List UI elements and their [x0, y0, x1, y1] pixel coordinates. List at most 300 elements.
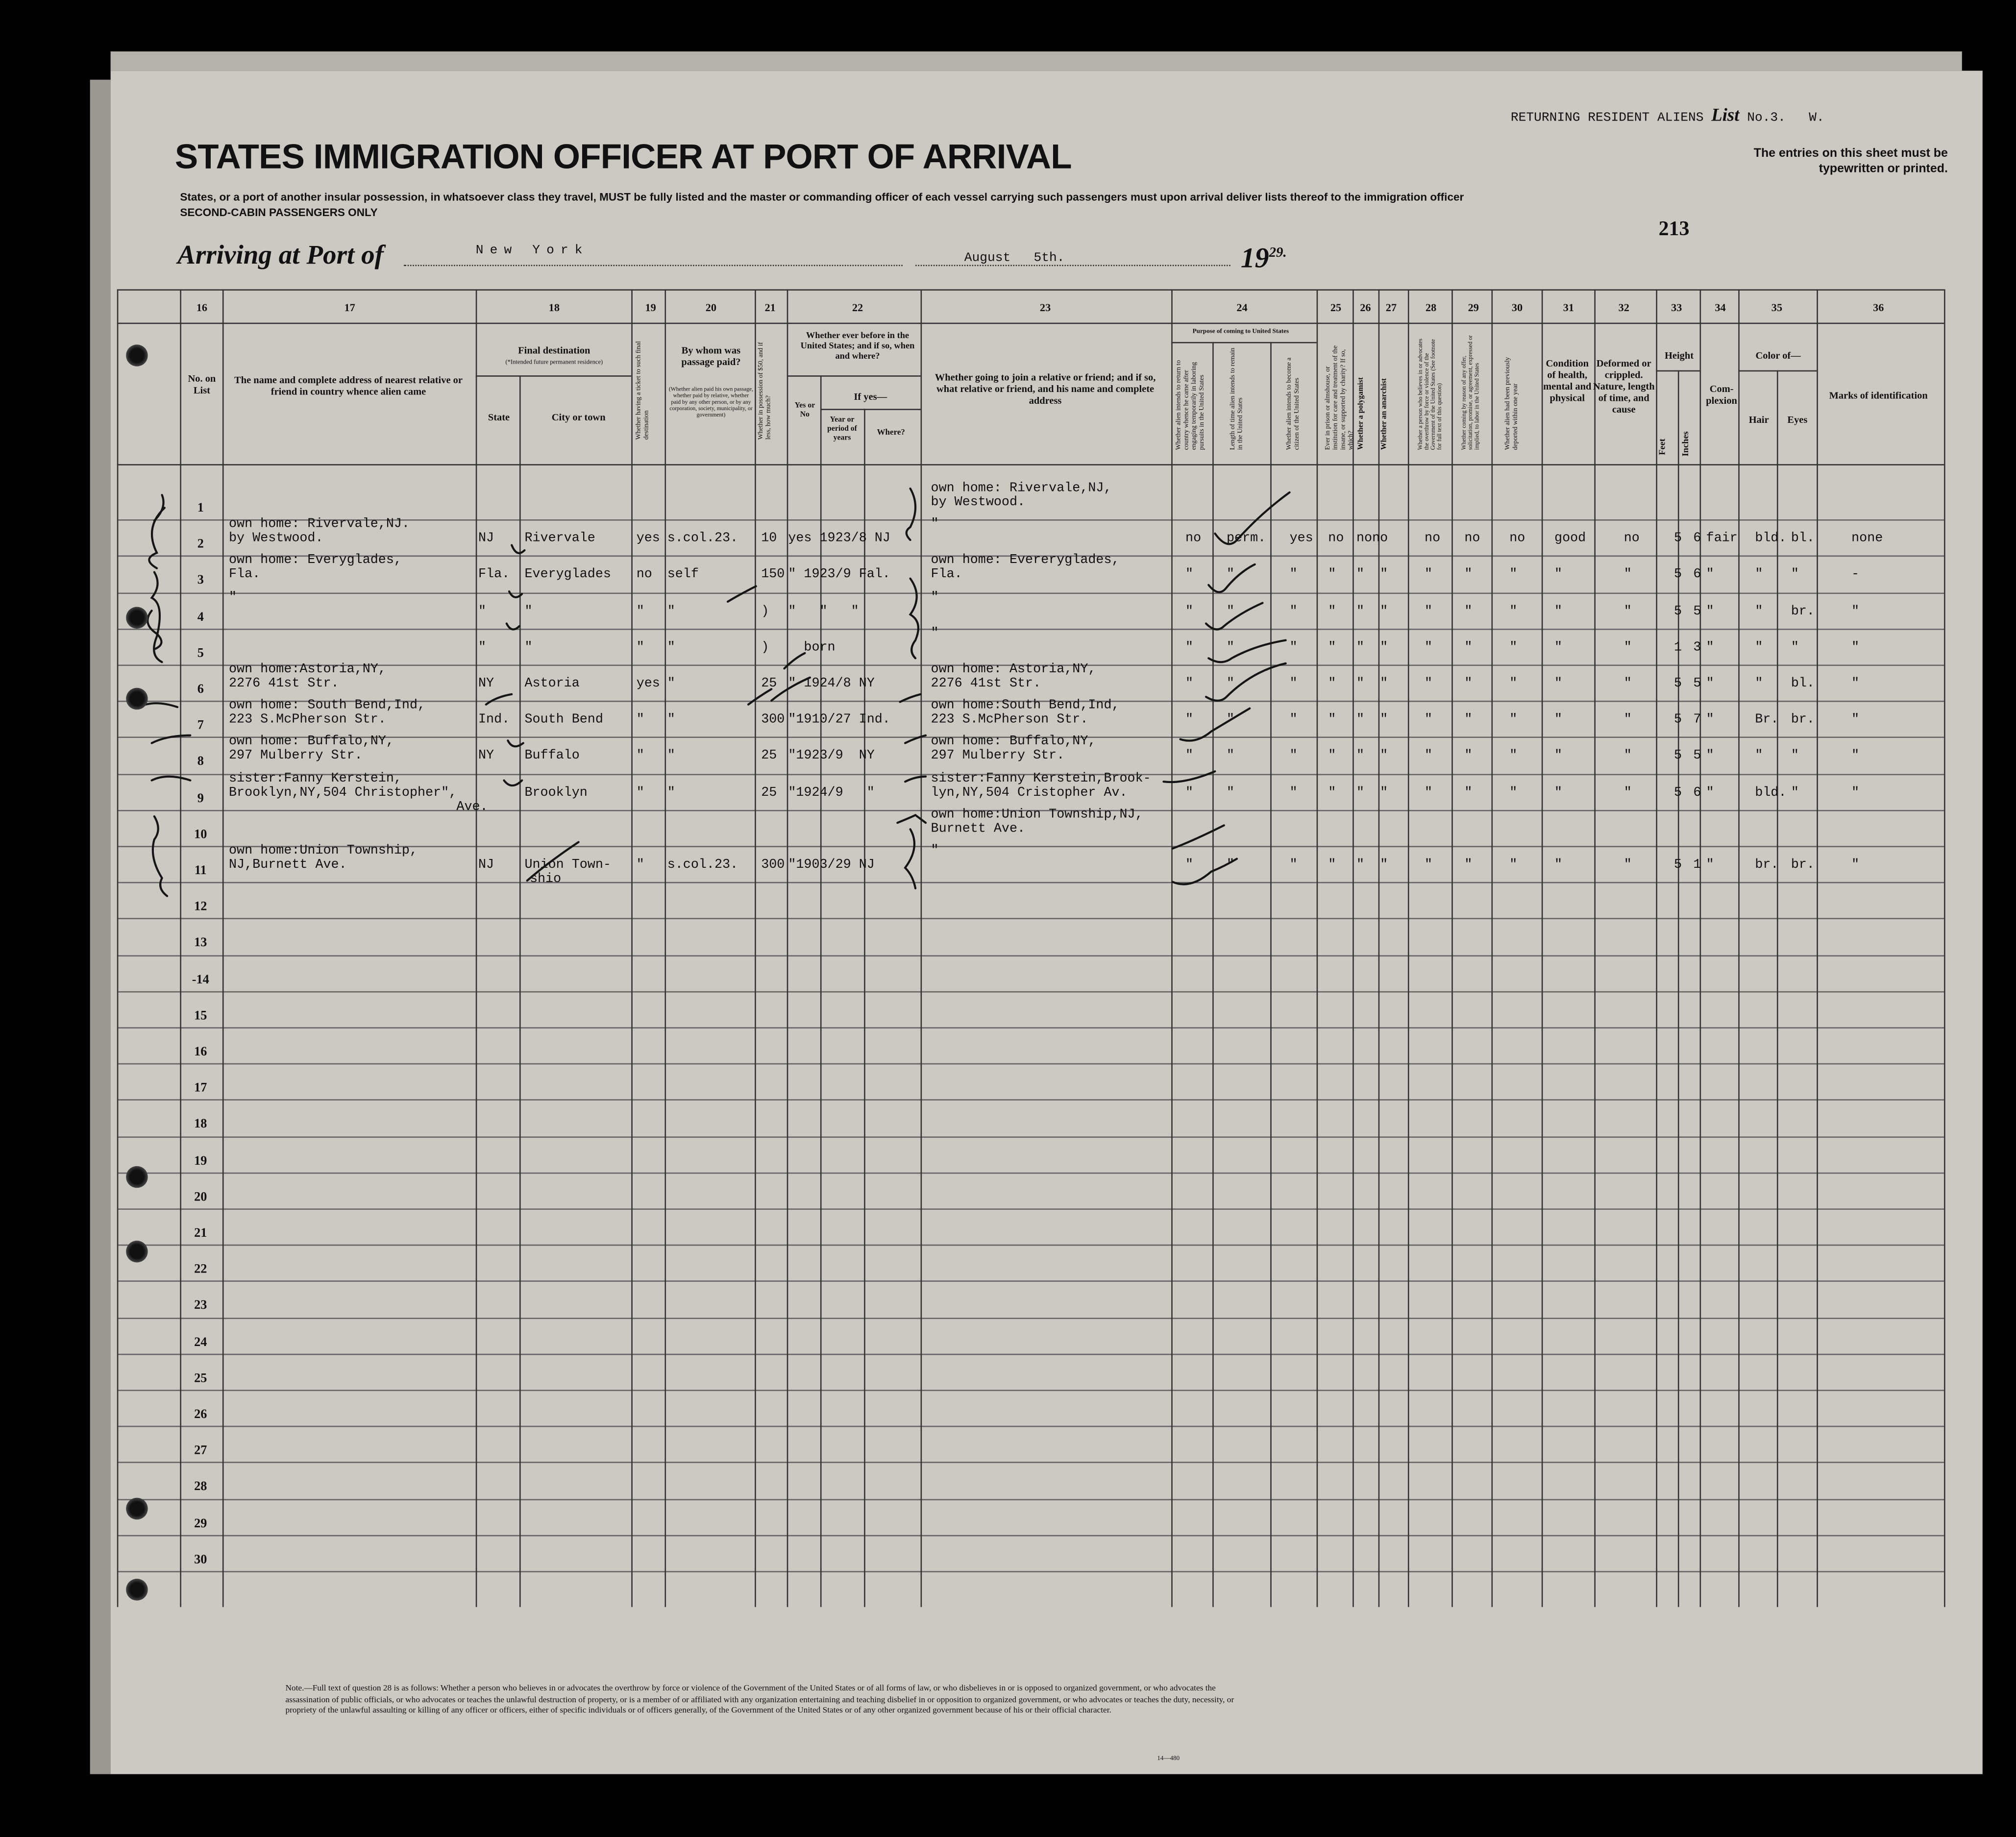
hdr-labor-offer: Whether coming by reason of any offer, solicitation, promise, or agreement, expressed or implied, to labor in the United States [1460, 335, 1480, 450]
cell-ticket: " [636, 641, 644, 656]
hdr-joining: Whether going to join a relative or friend; and if so, what relative or friend, and his name and complete address [934, 371, 1156, 407]
cell-join1: own home: Astoria,NY, [931, 663, 1096, 678]
column-number: 27 [1385, 300, 1397, 314]
cell-join1: " [931, 518, 939, 533]
cell-deformed: " [1623, 713, 1632, 728]
punch-hole [126, 1166, 148, 1188]
cell-passage: " [667, 605, 675, 619]
cell-before: "1923/9 NY [788, 750, 875, 764]
cell-health: " [1554, 750, 1563, 764]
cell-c29: " [1464, 858, 1473, 873]
cell-rel1: own home:Astoria,NY, [229, 663, 386, 678]
cell-rel1: own home: Rivervale,NJ. [229, 518, 410, 533]
cell-eyes: bl. [1791, 677, 1815, 692]
cell-city: Buffalo [524, 750, 580, 764]
cell-c28: no [1425, 532, 1441, 547]
cell-city: " [524, 605, 533, 619]
cell-join1: own home: Buffalo,NY, [931, 735, 1096, 750]
cell-rel2: 2276 41st Str. [229, 677, 339, 692]
cell-complexion: fair [1706, 532, 1738, 547]
hdr-feet: Feet [1657, 439, 1668, 455]
row-number: 18 [194, 1118, 207, 1132]
cell-eyes: " [1791, 750, 1799, 764]
cell-marks: " [1851, 605, 1860, 619]
hdr-polygamist: Whether a polygamist [1357, 377, 1366, 450]
cell-join2: Burnett Ave. [931, 822, 1026, 837]
cell-c25: " [1328, 677, 1336, 692]
row-number: 20 [194, 1190, 207, 1204]
cell-p2: " [1227, 750, 1235, 764]
cell-state: NJ [478, 858, 494, 873]
cell-rel1: own home: Buffalo,NY, [229, 735, 394, 750]
punch-hole [126, 344, 148, 367]
cell-c28: " [1425, 641, 1433, 656]
cell-money: 25 [761, 750, 777, 764]
cell-rel1: sister:Fanny Kerstein, [229, 772, 402, 786]
hdr-eyes: Eyes [1787, 414, 1808, 426]
cell-hair: " [1755, 750, 1763, 764]
column-number: 25 [1330, 300, 1342, 314]
cell-hair: Br. [1755, 713, 1779, 728]
cell-eyes: br. [1791, 858, 1815, 873]
hdr-if-yes: If yes— [854, 391, 887, 403]
row-number: 17 [194, 1081, 207, 1096]
cell-p3: " [1289, 568, 1298, 583]
cell-join2: 2276 41st Str. [931, 677, 1041, 692]
column-number: 34 [1715, 300, 1726, 314]
cell-before: yes 1923/8 NJ [788, 532, 890, 547]
row-number: 3 [197, 574, 204, 588]
column-number: 28 [1426, 300, 1437, 314]
cell-p1: " [1185, 641, 1194, 656]
cell-money: 25 [761, 786, 777, 801]
hdr-color-of: Color of— [1755, 349, 1801, 362]
cell-c28: " [1425, 568, 1433, 583]
cell-p1: no [1185, 532, 1202, 547]
cell-money: 25 [761, 677, 777, 692]
cell-p1: " [1185, 568, 1194, 583]
cell-inches: 6 [1693, 568, 1701, 583]
row-number: 30 [194, 1552, 207, 1567]
cell-ticket: " [636, 750, 644, 764]
cell-rel2: Brooklyn,NY,504 Christopher", [229, 786, 457, 801]
cell-marks: none [1851, 532, 1883, 547]
cell-p2: " [1227, 713, 1235, 728]
footnote: Note.—Full text of question 28 is as follows: Whether a person who believes in or advocates the overthrow by force or violence of the Government of the United States or of all forms of law, or who disbelieves in or is opposed to organized government, or who advocates the assassination of public officials, or who advocates or teaches the unlawful destruction of property, or is a member of or affiliated with any organization entertaining and teaching disbelief in or opposition to organized government, or who advocates or teaches the duty, necessity, or propriety of the unlawful assaulting or killing of any officer or officers, either of specific individuals or of officers generally, of the Government of the United States or of any other organized government because of his or their official character. [285, 1684, 1234, 1715]
cell-money: 150 [761, 568, 785, 583]
cell-c30: " [1509, 858, 1518, 873]
cell-complexion: " [1706, 605, 1714, 619]
cell-c25: " [1328, 858, 1336, 873]
cell-c29: no [1464, 532, 1480, 547]
page-number: 213 [1658, 219, 1690, 241]
cell-c28: " [1425, 677, 1433, 692]
cell-c2627: " " [1356, 568, 1388, 583]
column-number: 32 [1618, 300, 1629, 314]
cell-c25: " [1328, 713, 1336, 728]
cell-deformed: " [1623, 568, 1632, 583]
hdr-yes-no: Yes or No [794, 402, 815, 419]
row-number: 22 [194, 1262, 207, 1277]
cell-p3: " [1289, 677, 1298, 692]
hdr-ticket: Whether having a ticket to such final destination [635, 341, 651, 440]
column-number: 18 [548, 300, 560, 314]
cell-inches: 6 [1693, 786, 1701, 801]
cell-passage: s.col.23. [667, 532, 738, 547]
cell-before: "1903/29 NJ [788, 858, 875, 873]
cell-state: NJ [478, 532, 494, 547]
cell-city: Union Town- [524, 858, 611, 873]
row-number: 26 [194, 1407, 207, 1422]
cell-c30: " [1509, 677, 1518, 692]
hdr-purpose: Purpose of coming to United States [1192, 329, 1289, 336]
cell-before: "1924/9 " [788, 786, 875, 801]
cell-rel2: NJ,Burnett Ave. [229, 858, 347, 873]
hdr-complexion: Com-plexion [1706, 383, 1737, 407]
cell-p2: " [1227, 858, 1235, 873]
cell-complexion: " [1706, 641, 1714, 656]
cell-city: Astoria [524, 677, 580, 692]
cell-health: " [1554, 858, 1563, 873]
cell-p1: " [1185, 750, 1194, 764]
cell-join1: own home: Evereryglades, [931, 554, 1120, 569]
cell-inches: 5 [1693, 605, 1701, 619]
cell-money: ) [761, 641, 769, 656]
cell-hair: " [1755, 568, 1763, 583]
cell-p3: " [1289, 786, 1298, 801]
cell-c29: " [1464, 713, 1473, 728]
cell-deformed: " [1623, 786, 1632, 801]
subtitle: States, or a port of another insular possession, in whatsoever class they travel, MUST be fully listed and the master or commanding officer of each vessel carrying such passengers must upon arrival deliver lists thereof to the immigration officer [180, 190, 1464, 203]
hdr-deformed: Deformed or crippled. Nature, length of time, and cause [1593, 357, 1655, 416]
cell-inches: 7 [1693, 713, 1701, 728]
cell-rel2: 297 Mulberry Str. [229, 750, 363, 764]
hdr-city: City or town [551, 411, 606, 423]
cell-c29: " [1464, 786, 1473, 801]
cell-inches: 3 [1693, 641, 1701, 656]
cell-rel2: Fla. [229, 568, 261, 583]
cell-money: 10 [761, 532, 777, 547]
column-number: 31 [1563, 300, 1574, 314]
cell-feet: 1 [1674, 641, 1682, 656]
cell-c2627: " " [1356, 713, 1388, 728]
cell-p1: " [1185, 605, 1194, 619]
cell-join1: own home:Union Township,NJ, [931, 808, 1143, 823]
port-name: New York [475, 244, 589, 259]
cell-health: good [1554, 532, 1586, 547]
cell-health: " [1554, 605, 1563, 619]
cell-feet: 5 [1674, 786, 1682, 801]
hdr-overthrow: Whether a person who believes in or advocates the overthrow by force or violence of the Government of the United States (See footnote for full text of this question) [1417, 339, 1443, 450]
cell-feet: 5 [1674, 713, 1682, 728]
cell-hair: bld. [1755, 532, 1787, 547]
cell-hair: br. [1755, 858, 1779, 873]
hdr-deported: Whether alien had been previously deported within one year [1504, 357, 1520, 450]
cell-c25: " [1328, 568, 1336, 583]
punch-hole [126, 1241, 148, 1263]
column-number: 26 [1360, 300, 1371, 314]
cell-c30: " [1509, 713, 1518, 728]
row-number: 10 [194, 828, 207, 842]
cell-join1: " [931, 627, 939, 641]
hdr-height: Height [1664, 349, 1694, 362]
cell-feet: 5 [1674, 750, 1682, 764]
column-number: 19 [645, 300, 656, 314]
cell-inches: 5 [1693, 677, 1701, 692]
cell-hair: " [1755, 605, 1763, 619]
column-number: 36 [1873, 300, 1884, 314]
cell-feet: 5 [1674, 532, 1682, 547]
cell-city: Everyglades [524, 568, 611, 583]
row-number: 5 [197, 646, 204, 661]
column-number: 35 [1771, 300, 1783, 314]
cell-rel1: " [229, 590, 237, 605]
cell-p1: " [1185, 677, 1194, 692]
cell-c30: " [1509, 605, 1518, 619]
cell-c2627: " " [1356, 641, 1388, 656]
cell-marks: " [1851, 677, 1860, 692]
cell-money: ) [761, 605, 769, 619]
cell-p3: " [1289, 605, 1298, 619]
column-number: 23 [1039, 300, 1051, 314]
cell-join2: by Westwood. [931, 496, 1026, 511]
punch-hole [126, 688, 148, 710]
hdr-anarchist: Whether an anarchist [1380, 378, 1389, 450]
cell-ticket: yes [636, 532, 660, 547]
cell-p1: " [1185, 858, 1194, 873]
cell-eyes: br. [1791, 605, 1815, 619]
cell-health: " [1554, 641, 1563, 656]
cell-c2627: " " [1356, 677, 1388, 692]
cell-complexion: " [1706, 713, 1714, 728]
row-number: 29 [194, 1516, 207, 1531]
cell-ticket: yes [636, 677, 660, 692]
hdr-state: State [488, 411, 510, 423]
hdr-inches: Inches [1680, 431, 1691, 457]
hdr-purpose-return: Whether alien intends to return to country whence he came after engaging temporarily in laboring pursuits in the United States [1175, 360, 1206, 450]
cell-c25: " [1328, 605, 1336, 619]
cell-state: " [478, 605, 487, 619]
cell-deformed: no [1623, 532, 1640, 547]
cell-eyes: " [1791, 641, 1799, 656]
cell-p2: " [1227, 677, 1235, 692]
hdr-marks: Marks of identification [1829, 389, 1928, 401]
arrival-date: August 5th. [964, 252, 1065, 267]
cell-rel1: own home:Union Township, [229, 844, 418, 859]
typewritten-note: The entries on this sheet must be typewritten or printed. [1753, 147, 1948, 176]
cell-eyes: " [1791, 568, 1799, 583]
column-number: 16 [196, 300, 208, 314]
cell-passage: self [667, 568, 699, 583]
column-number: 17 [344, 300, 355, 314]
cell-c30: " [1509, 641, 1518, 656]
cell-passage: s.col.23. [667, 858, 738, 873]
cell-health: " [1554, 786, 1563, 801]
cell-marks: " [1851, 641, 1860, 656]
cell-passage: " [667, 750, 675, 764]
row-number: 1 [197, 501, 204, 516]
cell-c28: " [1425, 786, 1433, 801]
punch-hole [126, 1498, 148, 1520]
hdr-purpose-length: Length of time alien intends to remain in the United States [1229, 347, 1245, 450]
cell-c2627: nono [1356, 532, 1388, 547]
row-number: 6 [197, 683, 204, 697]
cell-passage: " [667, 641, 675, 656]
row-number: 13 [194, 936, 207, 951]
cell-p3: " [1289, 641, 1298, 656]
cell-c2627: " " [1356, 605, 1388, 619]
row-number: 23 [194, 1298, 207, 1313]
cell-deformed: " [1623, 858, 1632, 873]
cell-c2627: " " [1356, 750, 1388, 764]
cell-feet: 5 [1674, 568, 1682, 583]
cell-complexion: " [1706, 786, 1714, 801]
cell-p1: " [1185, 786, 1194, 801]
cell-c2627: " " [1356, 858, 1388, 873]
column-number: 20 [705, 300, 717, 314]
row-number: 21 [194, 1226, 207, 1241]
cell-p2: perm. [1227, 532, 1266, 547]
cell-feet: 5 [1674, 858, 1682, 873]
cell-c29: " [1464, 568, 1473, 583]
cell-city: Rivervale [524, 532, 595, 547]
row-number: 15 [194, 1009, 207, 1023]
cell-marks: " [1851, 858, 1860, 873]
cell-c29: " [1464, 750, 1473, 764]
cabin-class: SECOND-CABIN PASSENGERS ONLY [180, 205, 378, 219]
cell-before: born [788, 641, 836, 656]
cell-deformed: " [1623, 641, 1632, 656]
cell-marks: " [1851, 713, 1860, 728]
row-number: -14 [192, 973, 209, 987]
cell-c25: " [1328, 786, 1336, 801]
cell-c29: " [1464, 605, 1473, 619]
hdr-passage-note: (Whether alien paid his own passage, whether paid by relative, whether paid by any other person, or by any corporation, society, municipality, or government) [668, 386, 753, 418]
cell-c28: " [1425, 858, 1433, 873]
hdr-final-destination-note: (*Intended future permanent residence) [505, 360, 603, 367]
cell-deformed: " [1623, 677, 1632, 692]
column-number: 33 [1671, 300, 1682, 314]
cell-inches: 1 [1693, 858, 1701, 873]
cell-rel1: own home: South Bend,Ind, [229, 699, 426, 714]
cell-hair: " [1755, 641, 1763, 656]
cell-c28: " [1425, 713, 1433, 728]
hdr-final-destination: Final destination [518, 344, 590, 356]
cell-deformed: " [1623, 605, 1632, 619]
cell-c30: no [1509, 532, 1525, 547]
row-number: 7 [197, 719, 204, 734]
page-title: STATES IMMIGRATION OFFICER AT PORT OF ARRIVAL [174, 137, 1072, 176]
cell-p3: " [1289, 713, 1298, 728]
cell-rel2: 223 S.McPherson Str. [229, 713, 386, 728]
arrival-year: $19^{29.}$ [1240, 242, 1287, 274]
row-number: 8 [197, 755, 204, 769]
cell-money: 300 [761, 858, 785, 873]
row-number: 16 [194, 1045, 207, 1059]
cell-c25: no [1328, 532, 1344, 547]
cell-hair: bld. [1755, 786, 1787, 801]
cell-inches: 5 [1693, 750, 1701, 764]
cell-c29: " [1464, 677, 1473, 692]
column-number: 30 [1511, 300, 1523, 314]
cell-before: " 1923/9 Fal. [788, 568, 890, 583]
cell-ticket: " [636, 858, 644, 873]
cell-state: Ind. [478, 713, 510, 728]
hdr-relative: The name and complete address of nearest relative or friend in country whence alien came [234, 374, 463, 397]
hdr-year-period: Year or period of years [827, 416, 857, 442]
cell-passage: " [667, 677, 675, 692]
cell-p3: yes [1289, 532, 1313, 547]
cell-city: Brooklyn [524, 786, 588, 801]
cell-complexion: " [1706, 750, 1714, 764]
cell-c28: " [1425, 750, 1433, 764]
hdr-where: Where? [877, 428, 905, 438]
cell-join1: sister:Fanny Kerstein,Brook- [931, 772, 1151, 786]
cell-join2: 223 S.McPherson Str. [931, 713, 1088, 728]
cell-p2: " [1227, 786, 1235, 801]
cell-hair: " [1755, 677, 1763, 692]
cell-c30: " [1509, 750, 1518, 764]
row-number: 25 [194, 1371, 207, 1386]
cell-join1: " [931, 844, 939, 859]
hdr-no-on-list: No. on List [188, 372, 216, 396]
cell-feet: 5 [1674, 605, 1682, 619]
column-number: 24 [1236, 300, 1248, 314]
cell-rel3: Ave. [456, 800, 488, 815]
cell-c2627: " " [1356, 786, 1388, 801]
cell-passage: " [667, 786, 675, 801]
cell-complexion: " [1706, 677, 1714, 692]
cell-c29: " [1464, 641, 1473, 656]
cell-p3: " [1289, 858, 1298, 873]
cell-deformed: " [1623, 750, 1632, 764]
cell-city: " [524, 641, 533, 656]
cell-money: 300 [761, 713, 785, 728]
row-number: 4 [197, 610, 204, 625]
punch-hole [126, 1579, 148, 1601]
cell-p1: " [1185, 713, 1194, 728]
punch-hole [126, 607, 148, 629]
cell-before: "1910/27 Ind. [788, 713, 890, 728]
cell-passage: " [667, 713, 675, 728]
form-number: 14—480 [1157, 1756, 1180, 1763]
hdr-passage: By whom was passage paid? [681, 344, 741, 368]
cell-before: " 1924/8 NY [788, 677, 875, 692]
list-label: RETURNING RESIDENT ALIENS List No.3. W. [1510, 106, 1824, 126]
cell-rel2: by Westwood. [229, 532, 323, 547]
cell-state: NY [478, 677, 494, 692]
cell-complexion: " [1706, 858, 1714, 873]
cell-p2: " [1227, 605, 1235, 619]
cell-p2: " [1227, 568, 1235, 583]
cell-health: " [1554, 568, 1563, 583]
cell-health: " [1554, 677, 1563, 692]
cell-marks: - [1851, 568, 1860, 583]
cell-rel1: own home: Everyglades, [229, 554, 402, 569]
cell-ticket: " [636, 786, 644, 801]
hdr-hair: Hair [1748, 414, 1769, 426]
cell-join2: lyn,NY,504 Cristopher Av. [931, 786, 1128, 801]
column-number: 29 [1468, 300, 1479, 314]
cell-c28: " [1425, 605, 1433, 619]
cell-inches: 6 [1693, 532, 1701, 547]
hdr-purpose-citizen: Whether alien intends to become a citizen of the United States [1285, 357, 1302, 450]
cell-join1: own home:South Bend,Ind, [931, 699, 1120, 714]
hdr-health: Condition of health, mental and physical [1543, 357, 1592, 404]
row-number: 2 [197, 538, 204, 552]
cell-city2: shio [529, 873, 562, 887]
cell-join2: 297 Mulberry Str. [931, 750, 1065, 764]
